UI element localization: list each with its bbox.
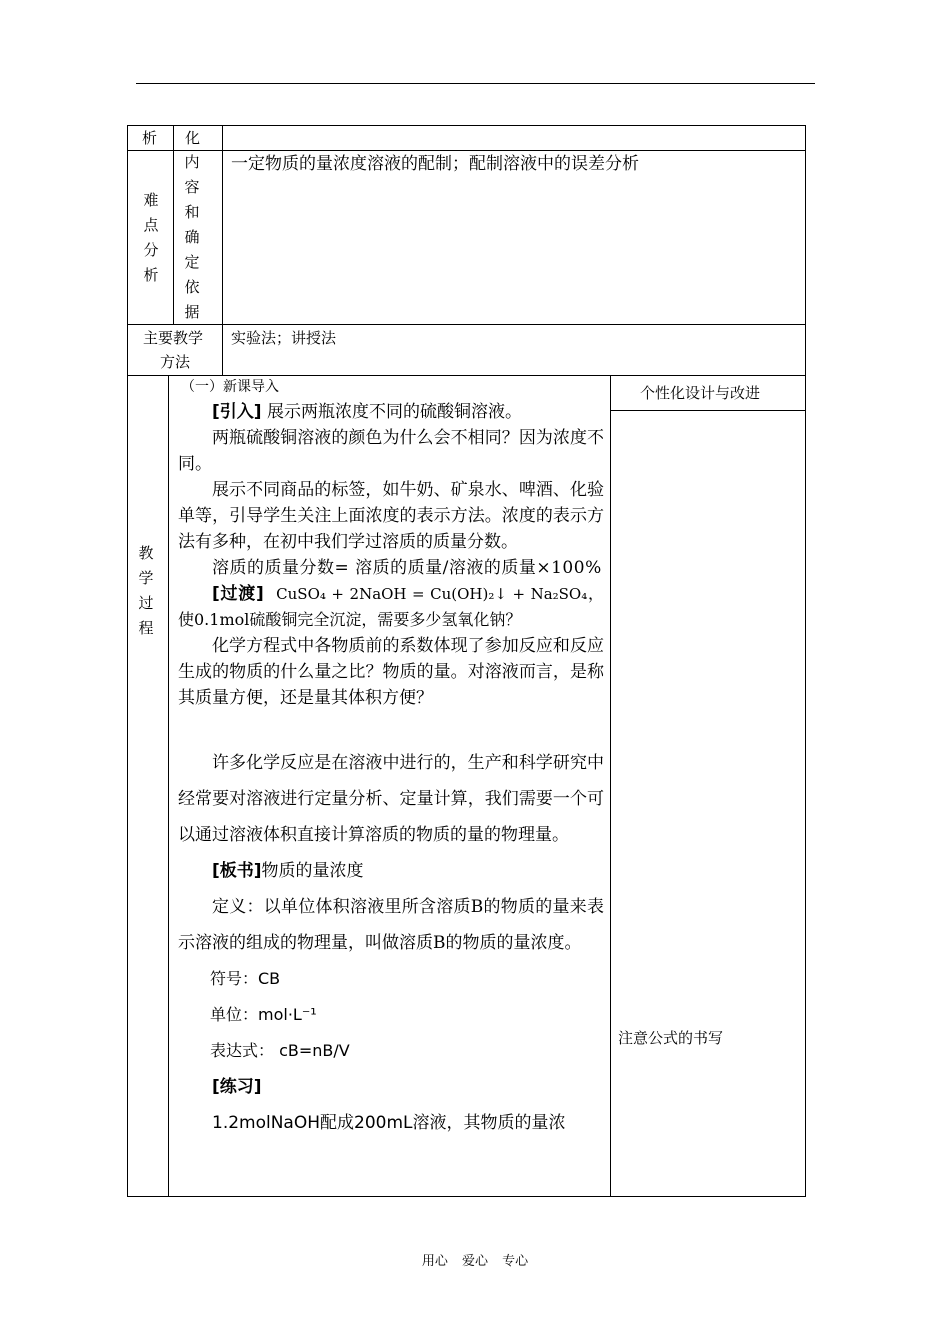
row-line: [127, 324, 806, 325]
content-block-1: [178, 399, 604, 711]
label-content-basis: 内 容 和 确 定 依 据: [184, 153, 200, 321]
para-expression: 表达式： cB=nB/V: [210, 1041, 350, 1060]
para-exercise-tag: [练习]: [212, 1077, 262, 1097]
para-definition: 定义：以单位体积溶液里所含溶质B的物质的量来表示溶液的组成的物理量，叫做溶质B的物质的量浓度。: [178, 897, 604, 953]
col-line: [222, 125, 223, 376]
para-mass-fraction: 溶质的质量分数= 溶质的质量/溶液的质量×100%: [212, 558, 602, 578]
row-line: [127, 375, 806, 376]
row-line: [610, 410, 806, 411]
header-rule: [136, 83, 815, 84]
para-labels: 展示不同商品的标签，如牛奶、矿泉水、啤酒、化验单等，引导学生关注上面浓度的表示方法。浓度的表示方法有多种，在初中我们学过溶质的质量分数。: [178, 480, 604, 552]
page-footer: 用心 爱心 专心: [421, 1254, 529, 1269]
para-symbol: 符号：CB: [210, 969, 281, 988]
para-exercise-1: 1.2molNaOH配成200mL溶液，其物质的量浓: [212, 1113, 566, 1133]
label-difficulty-analysis: 难 点 分 析: [143, 191, 159, 284]
para-coefficient: 化学方程式中各物质前的系数体现了参加反应和反应生成的物质的什么量之比？物质的量。对溶液而言，是称其质量方便，还是量其体积方便？: [178, 636, 604, 708]
para-board: [板书]物质的量浓度: [212, 861, 364, 881]
col-line: [168, 375, 169, 1197]
col-line: [173, 125, 174, 325]
method-label-line1: 主要教学: [143, 329, 204, 347]
method-label-line2: 方法: [160, 353, 191, 371]
difficulty-content: 一定物质的量浓度溶液的配制；配制溶液中的误差分析: [231, 154, 639, 174]
para-unit: 单位：mol·L⁻¹: [210, 1005, 317, 1024]
row-line: [127, 150, 806, 151]
para-question: 两瓶硫酸铜溶液的颜色为什么会不相同？因为浓度不同。: [178, 428, 604, 474]
para-solution-reactions: 许多化学反应是在溶液中进行的，生产和科学研究中经常要对溶液进行定量分析、定量计算，我们需要一个可以通过溶液体积直接计算溶质的物质的量的物理量。: [178, 753, 604, 845]
col-line: [610, 375, 611, 1197]
method-content: 实验法；讲授法: [231, 329, 337, 347]
right-header: 个性化设计与改进: [640, 384, 761, 402]
label-teaching-process: 教 学 过 程: [138, 544, 154, 637]
cell-hua: 化: [185, 129, 201, 147]
cell-xi: 析: [142, 129, 158, 147]
para-transition: [过渡] CuSO₄ + 2NaOH = Cu(OH)₂↓ + Na₂SO₄，使0.1mol硫酸铜完全沉淀，需要多少氢氧化钠？: [178, 584, 604, 629]
para-intro: [引入] 展示两瓶浓度不同的硫酸铜溶液。: [212, 402, 522, 422]
section-title: （一）新课导入: [181, 379, 279, 395]
content-block-2: [178, 745, 604, 1141]
right-note: 注意公式的书写: [618, 1029, 724, 1047]
